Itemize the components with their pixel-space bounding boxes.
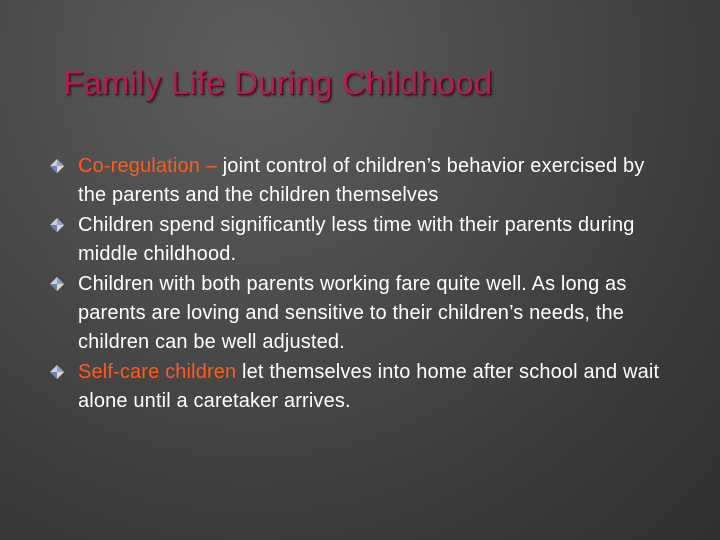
diamond-bullet-icon [50,218,64,232]
bullet-text-time-with-parents: Children spend significantly less time with their parents during middle childhood. [78,213,635,266]
bullet-item-working-parents [78,270,678,358]
slide-title: Family Life During Childhood [63,64,493,101]
bullet-item-time-with-parents [78,211,678,270]
diamond-bullet-icon [50,277,64,291]
bullet-list [78,152,678,417]
bullet-text-self-care: let themselves into home after school and wait alone until a caretaker arrives. [78,360,660,413]
diamond-bullet-icon [50,365,64,379]
bullet-term-co-regulation: Co-regulation – [78,155,223,177]
diamond-bullet-icon [50,159,64,173]
bullet-text-working-parents: Children with both parents working fare quite well. As long as parents are loving and sensitive to their children’s needs, the children can be well adjusted. [78,272,627,354]
bullet-text-co-regulation: joint control of children’s behavior exercised by the parents and the children themselves [78,155,645,207]
bullet-item-self-care [78,358,678,417]
bullet-term-self-care: Self-care children [78,360,243,383]
bullet-item-co-regulation [78,152,678,211]
